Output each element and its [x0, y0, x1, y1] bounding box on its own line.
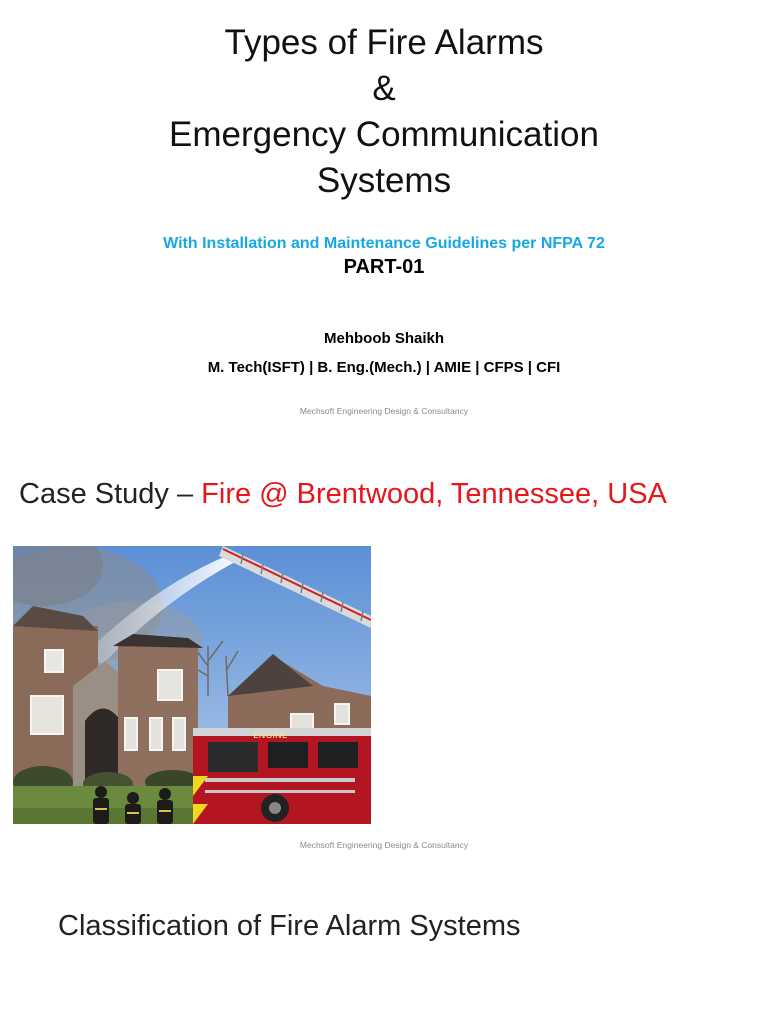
case-study-location: Fire @ Brentwood, Tennessee, USA	[201, 478, 667, 510]
case-study-prefix: Case Study –	[19, 478, 202, 510]
case-study-heading	[19, 478, 667, 511]
classification-heading: Classification of Fire Alarm Systems	[58, 910, 521, 942]
title-line-1: Types of Fire Alarms	[224, 23, 544, 62]
subtitle: With Installation and Maintenance Guidelines per NFPA 72	[163, 235, 605, 252]
title-line-2: &	[372, 69, 396, 108]
title-line-3: Emergency Communication	[169, 115, 599, 154]
title-line-4: Systems	[316, 161, 452, 200]
classification-slide	[0, 870, 768, 1024]
author-name: Mehboob Shaikh	[324, 330, 444, 347]
part-label: PART-01	[343, 256, 425, 278]
author-credentials: M. Tech(ISFT) | B. Eng.(Mech.) | AMIE | CFPS | CFI	[207, 359, 561, 376]
slide-footer: Mechsoft Engineering Design & Consultancy	[299, 406, 469, 416]
slide-footer: Mechsoft Engineering Design & Consultancy	[299, 840, 469, 850]
title-slide	[0, 0, 768, 440]
engine-label: ENGINE	[253, 731, 288, 741]
fire-scene-photo	[13, 546, 371, 824]
case-study-slide	[0, 440, 768, 870]
